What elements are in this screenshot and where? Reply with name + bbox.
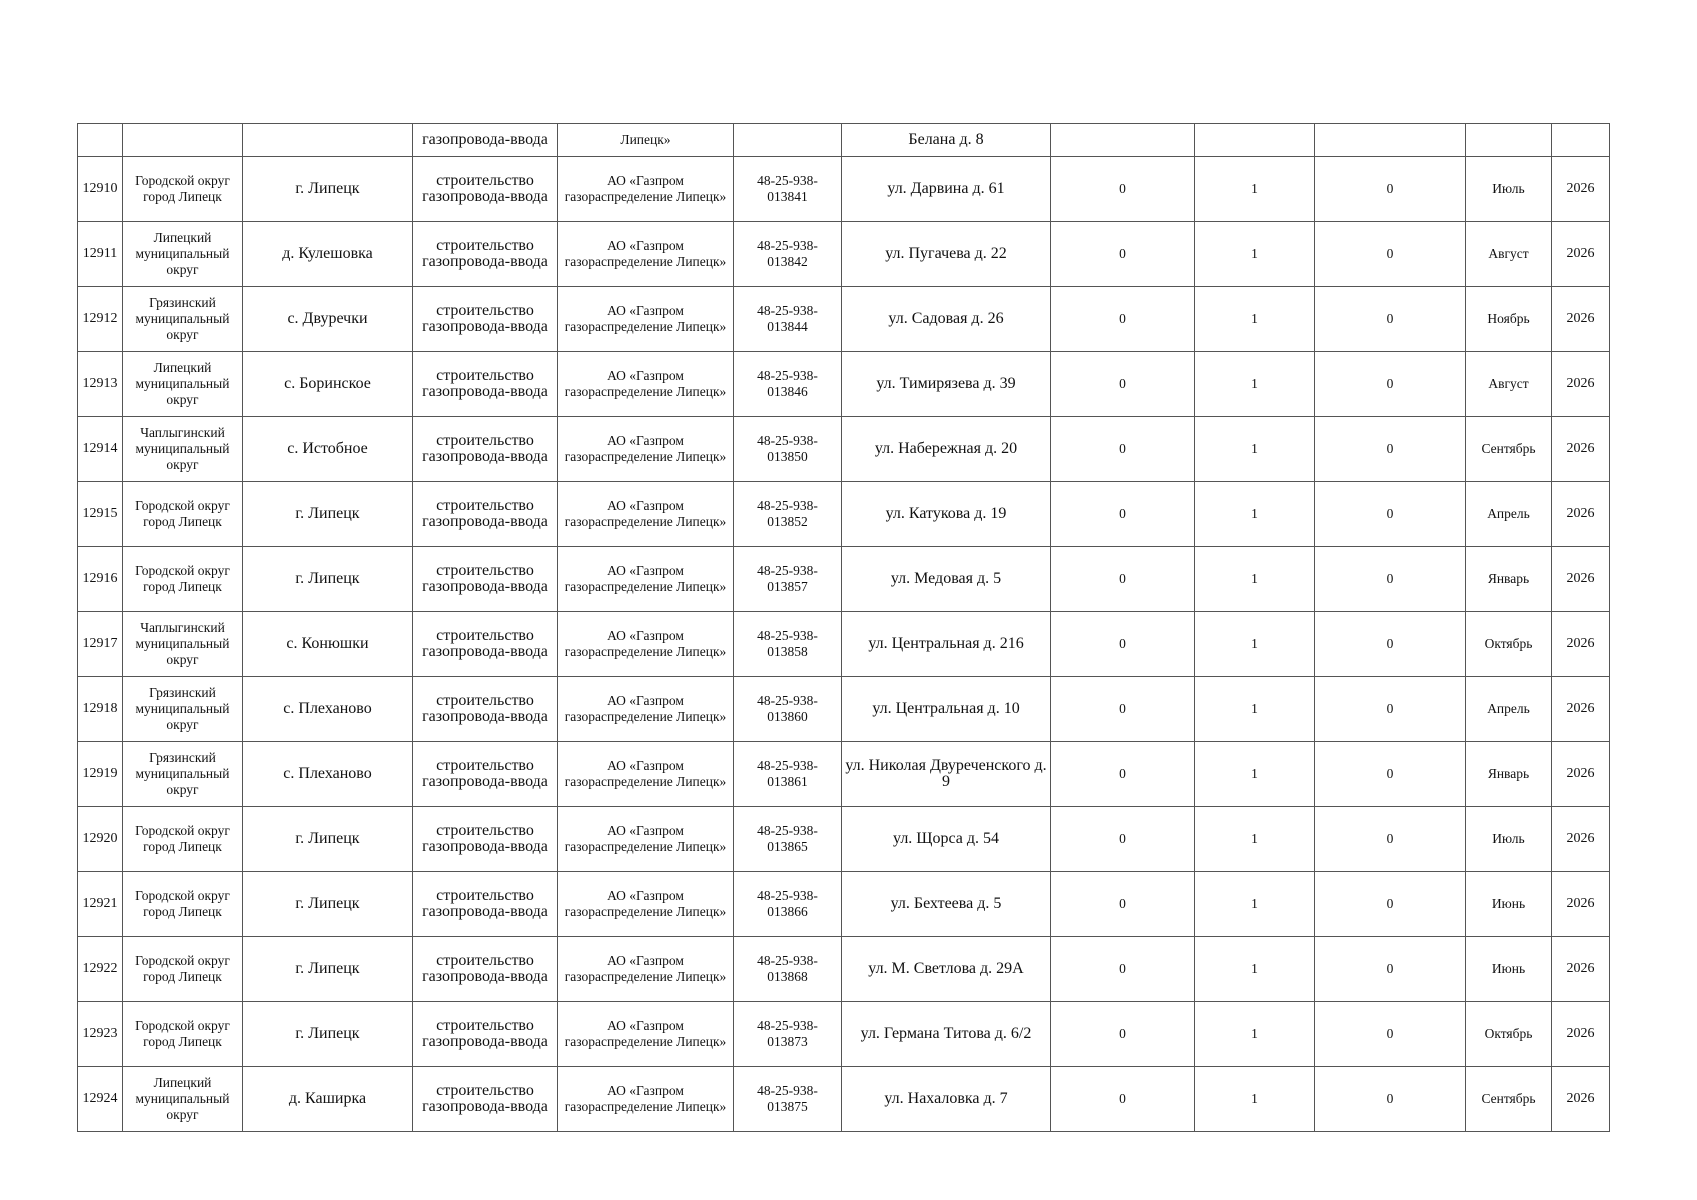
cell-v1: 0 (1051, 287, 1195, 352)
cell-v1 (1051, 124, 1195, 157)
cell-district: Липецкий муниципальный округ (123, 352, 243, 417)
cell-num: 12922 (78, 937, 123, 1002)
cell-year: 2026 (1552, 872, 1610, 937)
cell-address: ул. Щорса д. 54 (842, 807, 1051, 872)
cell-org: АО «Газпром газораспределение Липецк» (558, 677, 734, 742)
cell-month (1466, 124, 1552, 157)
cell-month: Апрель (1466, 677, 1552, 742)
cell-district: Городской округ город Липецк (123, 157, 243, 222)
cell-v3: 0 (1315, 547, 1466, 612)
cell-locality: с. Двуречки (243, 287, 413, 352)
cell-v2: 1 (1195, 287, 1315, 352)
cell-month: Июль (1466, 807, 1552, 872)
cell-num: 12921 (78, 872, 123, 937)
cell-year: 2026 (1552, 807, 1610, 872)
cell-year: 2026 (1552, 547, 1610, 612)
table-body (78, 124, 1610, 1132)
cell-v3: 0 (1315, 937, 1466, 1002)
cell-address: ул. Катукова д. 19 (842, 482, 1051, 547)
cell-code: 48-25-938-013850 (734, 417, 842, 482)
cell-locality: д. Каширка (243, 1067, 413, 1132)
cell-code: 48-25-938-013858 (734, 612, 842, 677)
cell-org: Липецк» (558, 124, 734, 157)
cell-district: Липецкий муниципальный округ (123, 222, 243, 287)
cell-v1: 0 (1051, 937, 1195, 1002)
cell-v1: 0 (1051, 677, 1195, 742)
cell-activity: строительство газопровода-ввода (413, 222, 558, 287)
cell-v2: 1 (1195, 482, 1315, 547)
cell-v2: 1 (1195, 612, 1315, 677)
cell-v1: 0 (1051, 742, 1195, 807)
table-row-continued (78, 124, 1610, 157)
cell-num: 12923 (78, 1002, 123, 1067)
cell-district: Городской округ город Липецк (123, 547, 243, 612)
cell-year: 2026 (1552, 742, 1610, 807)
cell-org: АО «Газпром газораспределение Липецк» (558, 547, 734, 612)
cell-v1: 0 (1051, 222, 1195, 287)
cell-code: 48-25-938-013841 (734, 157, 842, 222)
cell-num: 12924 (78, 1067, 123, 1132)
gasification-table (77, 123, 1610, 1132)
cell-address: ул. Тимирязева д. 39 (842, 352, 1051, 417)
cell-district: Чаплыгинский муниципальный округ (123, 417, 243, 482)
cell-org: АО «Газпром газораспределение Липецк» (558, 612, 734, 677)
table-row (78, 222, 1610, 287)
cell-v2: 1 (1195, 157, 1315, 222)
cell-locality: г. Липецк (243, 547, 413, 612)
cell-code: 48-25-938-013846 (734, 352, 842, 417)
cell-code: 48-25-938-013873 (734, 1002, 842, 1067)
cell-district: Городской округ город Липецк (123, 937, 243, 1002)
cell-v3: 0 (1315, 352, 1466, 417)
cell-code: 48-25-938-013875 (734, 1067, 842, 1132)
cell-locality: с. Боринское (243, 352, 413, 417)
cell-v2: 1 (1195, 677, 1315, 742)
cell-activity: строительство газопровода-ввода (413, 677, 558, 742)
table-row (78, 417, 1610, 482)
cell-v1: 0 (1051, 872, 1195, 937)
cell-v3: 0 (1315, 677, 1466, 742)
cell-address: ул. Медовая д. 5 (842, 547, 1051, 612)
table-row (78, 1002, 1610, 1067)
cell-year: 2026 (1552, 157, 1610, 222)
cell-code: 48-25-938-013861 (734, 742, 842, 807)
cell-year: 2026 (1552, 677, 1610, 742)
cell-code: 48-25-938-013868 (734, 937, 842, 1002)
cell-org: АО «Газпром газораспределение Липецк» (558, 1067, 734, 1132)
cell-org: АО «Газпром газораспределение Липецк» (558, 417, 734, 482)
cell-activity: строительство газопровода-ввода (413, 612, 558, 677)
cell-district: Городской округ город Липецк (123, 482, 243, 547)
cell-v1: 0 (1051, 547, 1195, 612)
table-row (78, 872, 1610, 937)
cell-activity: строительство газопровода-ввода (413, 287, 558, 352)
cell-activity: строительство газопровода-ввода (413, 872, 558, 937)
table-row (78, 937, 1610, 1002)
cell-locality: г. Липецк (243, 807, 413, 872)
cell-address: ул. Набережная д. 20 (842, 417, 1051, 482)
cell-locality: с. Плеханово (243, 742, 413, 807)
cell-month: Июнь (1466, 872, 1552, 937)
cell-district: Грязинский муниципальный округ (123, 742, 243, 807)
cell-org: АО «Газпром газораспределение Липецк» (558, 742, 734, 807)
cell-num: 12913 (78, 352, 123, 417)
cell-v2: 1 (1195, 1067, 1315, 1132)
cell-v1: 0 (1051, 157, 1195, 222)
cell-num: 12911 (78, 222, 123, 287)
cell-org: АО «Газпром газораспределение Липецк» (558, 222, 734, 287)
cell-num: 12920 (78, 807, 123, 872)
cell-activity: строительство газопровода-ввода (413, 807, 558, 872)
cell-org: АО «Газпром газораспределение Липецк» (558, 1002, 734, 1067)
cell-district: Городской округ город Липецк (123, 872, 243, 937)
cell-address: ул. Николая Двуреченского д. 9 (842, 742, 1051, 807)
cell-address: ул. Садовая д. 26 (842, 287, 1051, 352)
cell-month: Июнь (1466, 937, 1552, 1002)
cell-locality: с. Плеханово (243, 677, 413, 742)
cell-v2: 1 (1195, 547, 1315, 612)
cell-locality: г. Липецк (243, 937, 413, 1002)
cell-address: ул. Центральная д. 216 (842, 612, 1051, 677)
cell-v1: 0 (1051, 612, 1195, 677)
cell-month: Август (1466, 222, 1552, 287)
cell-v3: 0 (1315, 417, 1466, 482)
cell-address: ул. Бехтеева д. 5 (842, 872, 1051, 937)
cell-month: Январь (1466, 547, 1552, 612)
cell-activity: строительство газопровода-ввода (413, 1067, 558, 1132)
table-row (78, 482, 1610, 547)
cell-locality: с. Истобное (243, 417, 413, 482)
cell-num: 12917 (78, 612, 123, 677)
cell-v3: 0 (1315, 612, 1466, 677)
cell-activity: строительство газопровода-ввода (413, 417, 558, 482)
cell-num: 12912 (78, 287, 123, 352)
cell-v2: 1 (1195, 1002, 1315, 1067)
cell-code: 48-25-938-013844 (734, 287, 842, 352)
cell-address: ул. Пугачева д. 22 (842, 222, 1051, 287)
cell-year: 2026 (1552, 1067, 1610, 1132)
table-row (78, 612, 1610, 677)
cell-activity: строительство газопровода-ввода (413, 157, 558, 222)
cell-address: ул. Нахаловка д. 7 (842, 1067, 1051, 1132)
cell-year: 2026 (1552, 287, 1610, 352)
cell-address: Белана д. 8 (842, 124, 1051, 157)
cell-locality: д. Кулешовка (243, 222, 413, 287)
cell-locality: г. Липецк (243, 872, 413, 937)
cell-locality: с. Конюшки (243, 612, 413, 677)
cell-month: Октябрь (1466, 612, 1552, 677)
cell-address: ул. Дарвина д. 61 (842, 157, 1051, 222)
cell-v3: 0 (1315, 222, 1466, 287)
cell-org: АО «Газпром газораспределение Липецк» (558, 352, 734, 417)
cell-locality: г. Липецк (243, 157, 413, 222)
cell-org: АО «Газпром газораспределение Липецк» (558, 872, 734, 937)
cell-year: 2026 (1552, 352, 1610, 417)
cell-v2: 1 (1195, 222, 1315, 287)
cell-num: 12915 (78, 482, 123, 547)
cell-num: 12919 (78, 742, 123, 807)
cell-district: Городской округ город Липецк (123, 807, 243, 872)
cell-district: Городской округ город Липецк (123, 1002, 243, 1067)
cell-org: АО «Газпром газораспределение Липецк» (558, 157, 734, 222)
cell-code (734, 124, 842, 157)
cell-year: 2026 (1552, 222, 1610, 287)
cell-v3 (1315, 124, 1466, 157)
table-row (78, 742, 1610, 807)
cell-district: Грязинский муниципальный округ (123, 677, 243, 742)
cell-org: АО «Газпром газораспределение Липецк» (558, 482, 734, 547)
cell-month: Апрель (1466, 482, 1552, 547)
cell-month: Октябрь (1466, 1002, 1552, 1067)
cell-month: Июль (1466, 157, 1552, 222)
cell-v1: 0 (1051, 352, 1195, 417)
cell-v1: 0 (1051, 1002, 1195, 1067)
cell-code: 48-25-938-013852 (734, 482, 842, 547)
cell-code: 48-25-938-013842 (734, 222, 842, 287)
cell-v2: 1 (1195, 417, 1315, 482)
cell-activity: строительство газопровода-ввода (413, 1002, 558, 1067)
cell-locality: г. Липецк (243, 1002, 413, 1067)
cell-month: Сентябрь (1466, 1067, 1552, 1132)
cell-v3: 0 (1315, 807, 1466, 872)
cell-month: Ноябрь (1466, 287, 1552, 352)
cell-v3: 0 (1315, 1002, 1466, 1067)
table-row (78, 677, 1610, 742)
cell-v2: 1 (1195, 742, 1315, 807)
cell-address: ул. М. Светлова д. 29А (842, 937, 1051, 1002)
cell-v3: 0 (1315, 1067, 1466, 1132)
cell-v2: 1 (1195, 352, 1315, 417)
cell-activity: газопровода-ввода (413, 124, 558, 157)
cell-year: 2026 (1552, 482, 1610, 547)
cell-num (78, 124, 123, 157)
cell-v3: 0 (1315, 742, 1466, 807)
cell-org: АО «Газпром газораспределение Липецк» (558, 807, 734, 872)
cell-month: Сентябрь (1466, 417, 1552, 482)
cell-v2: 1 (1195, 872, 1315, 937)
table-row (78, 352, 1610, 417)
cell-v2: 1 (1195, 937, 1315, 1002)
cell-district: Липецкий муниципальный округ (123, 1067, 243, 1132)
cell-v3: 0 (1315, 482, 1466, 547)
cell-num: 12916 (78, 547, 123, 612)
cell-district: Чаплыгинский муниципальный округ (123, 612, 243, 677)
cell-district: Грязинский муниципальный округ (123, 287, 243, 352)
table-row (78, 157, 1610, 222)
cell-org: АО «Газпром газораспределение Липецк» (558, 287, 734, 352)
cell-address: ул. Центральная д. 10 (842, 677, 1051, 742)
table-row (78, 1067, 1610, 1132)
cell-v3: 0 (1315, 287, 1466, 352)
cell-year: 2026 (1552, 612, 1610, 677)
cell-num: 12910 (78, 157, 123, 222)
cell-code: 48-25-938-013866 (734, 872, 842, 937)
cell-district (123, 124, 243, 157)
cell-num: 12918 (78, 677, 123, 742)
cell-code: 48-25-938-013865 (734, 807, 842, 872)
cell-year: 2026 (1552, 417, 1610, 482)
cell-year (1552, 124, 1610, 157)
cell-activity: строительство газопровода-ввода (413, 937, 558, 1002)
cell-v3: 0 (1315, 872, 1466, 937)
cell-locality: г. Липецк (243, 482, 413, 547)
cell-v3: 0 (1315, 157, 1466, 222)
table-row (78, 287, 1610, 352)
cell-activity: строительство газопровода-ввода (413, 742, 558, 807)
cell-year: 2026 (1552, 937, 1610, 1002)
cell-month: Январь (1466, 742, 1552, 807)
cell-v1: 0 (1051, 1067, 1195, 1132)
cell-v1: 0 (1051, 807, 1195, 872)
cell-v1: 0 (1051, 417, 1195, 482)
table-row (78, 807, 1610, 872)
cell-locality (243, 124, 413, 157)
cell-code: 48-25-938-013857 (734, 547, 842, 612)
cell-activity: строительство газопровода-ввода (413, 352, 558, 417)
cell-activity: строительство газопровода-ввода (413, 482, 558, 547)
cell-month: Август (1466, 352, 1552, 417)
cell-code: 48-25-938-013860 (734, 677, 842, 742)
cell-activity: строительство газопровода-ввода (413, 547, 558, 612)
cell-v2 (1195, 124, 1315, 157)
cell-v1: 0 (1051, 482, 1195, 547)
cell-v2: 1 (1195, 807, 1315, 872)
cell-org: АО «Газпром газораспределение Липецк» (558, 937, 734, 1002)
cell-address: ул. Германа Титова д. 6/2 (842, 1002, 1051, 1067)
cell-year: 2026 (1552, 1002, 1610, 1067)
cell-num: 12914 (78, 417, 123, 482)
table-row (78, 547, 1610, 612)
